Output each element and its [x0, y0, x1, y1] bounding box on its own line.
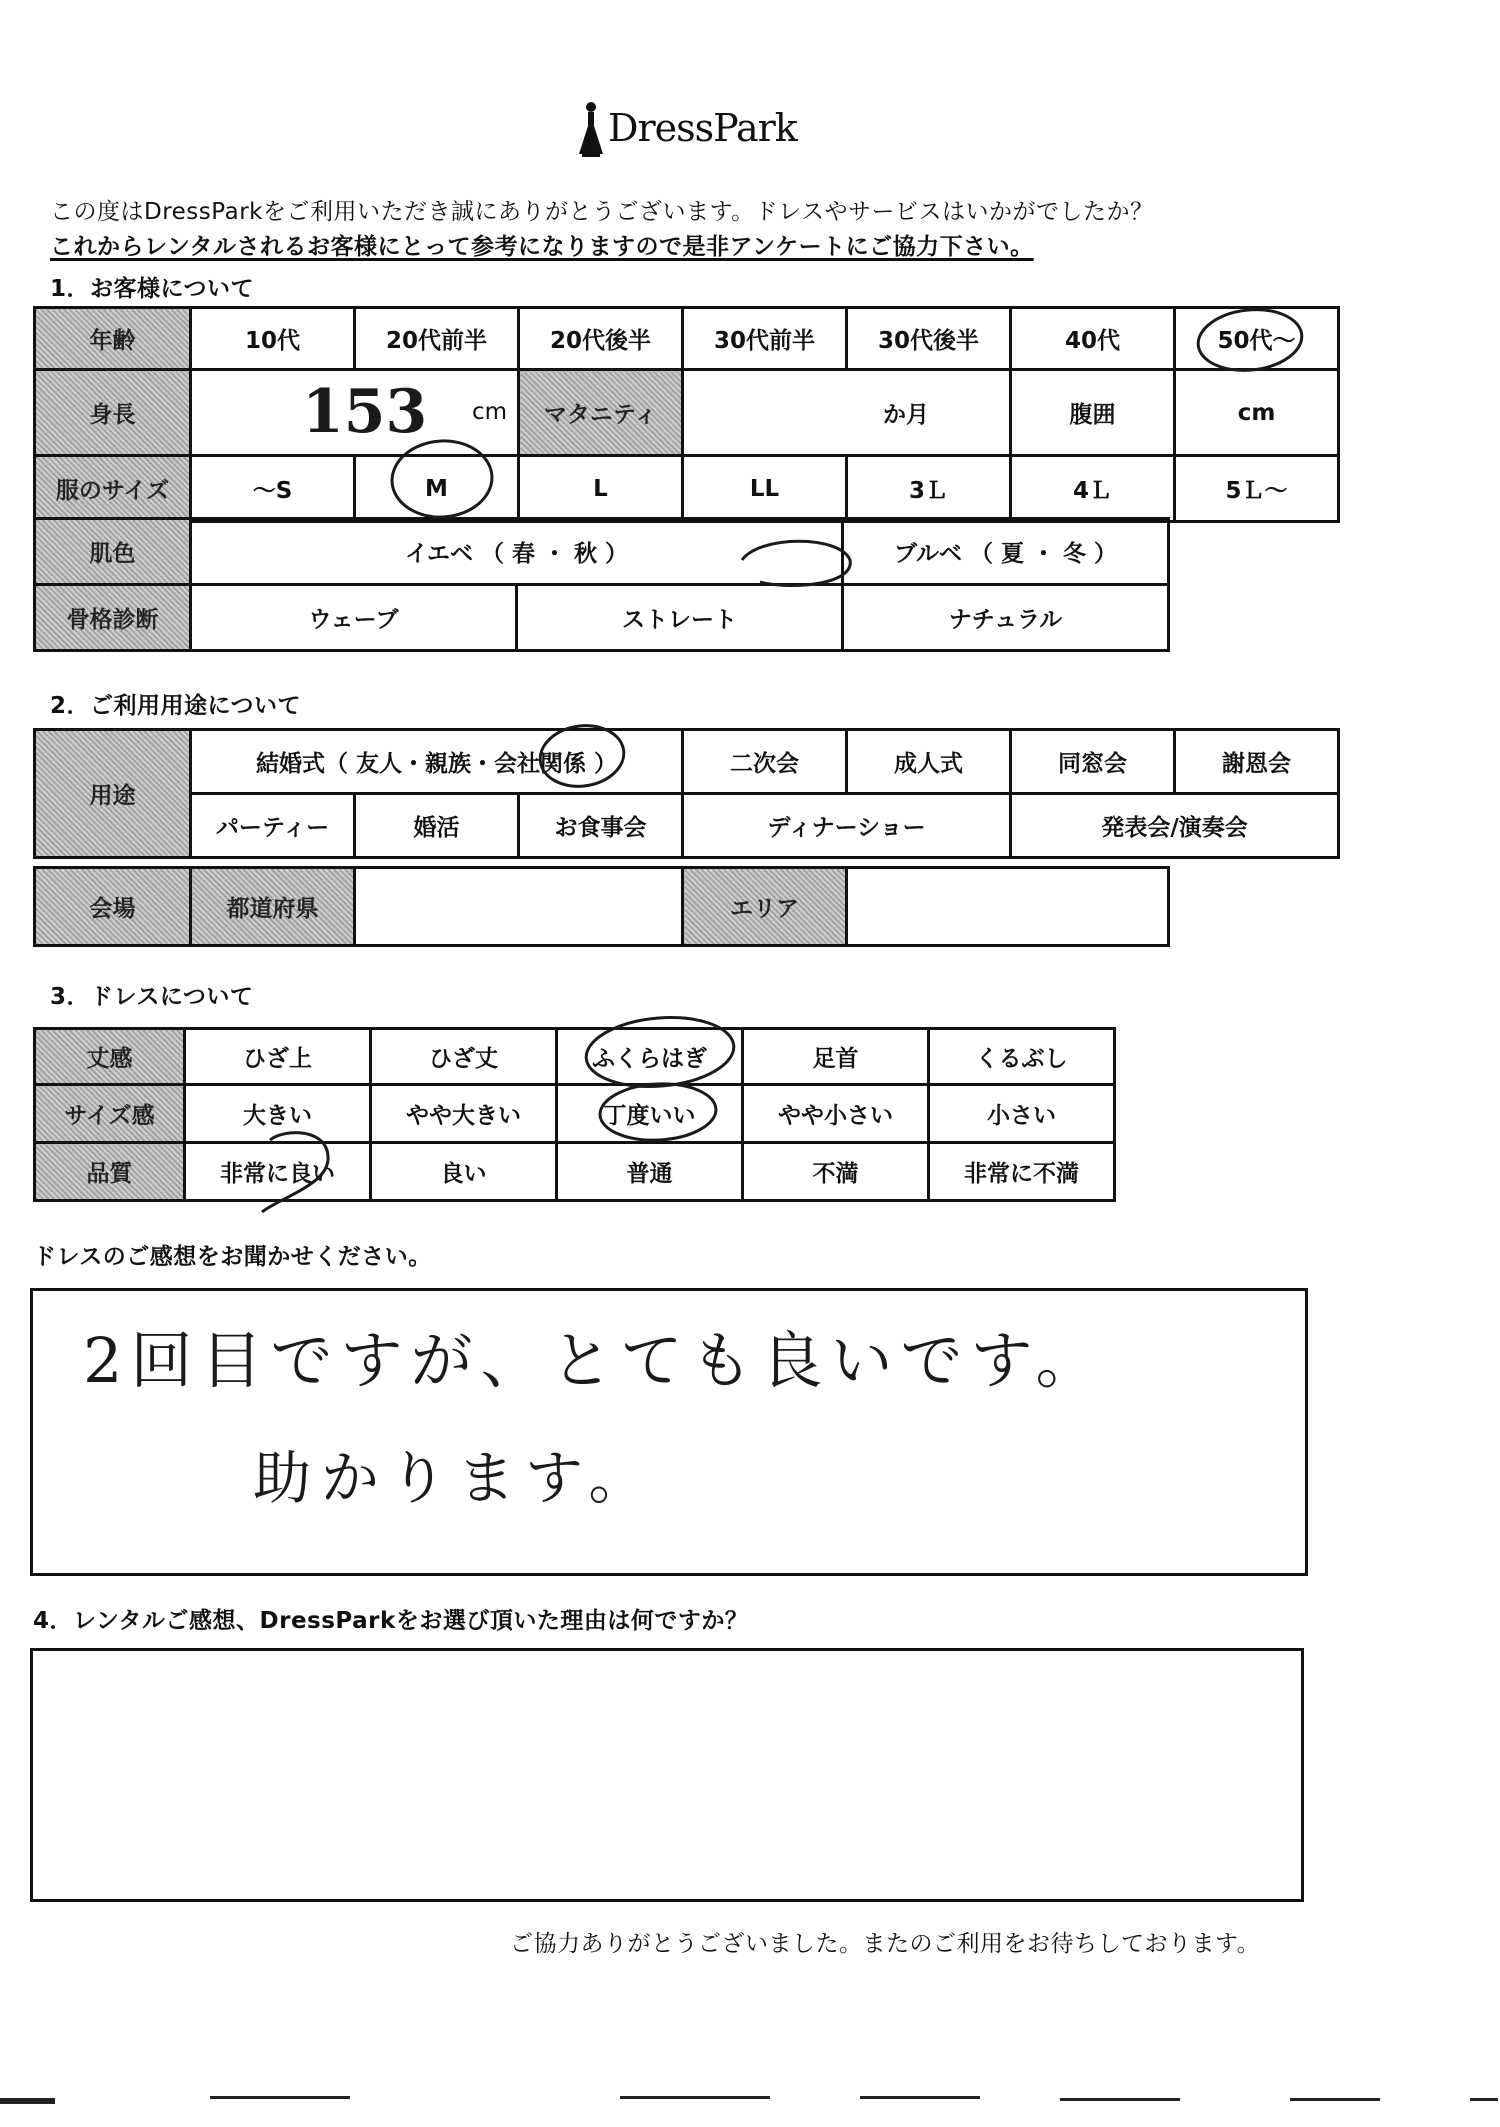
- dress-table: [33, 1027, 1116, 1202]
- area-label: エリア: [683, 868, 847, 946]
- purpose-option[interactable]: 婚活: [355, 794, 519, 858]
- purpose-option[interactable]: お食事会: [519, 794, 683, 858]
- purpose-table: [33, 728, 1340, 859]
- scan-artifact: [1060, 2098, 1180, 2101]
- quality-option-selected[interactable]: 非常に良い: [185, 1143, 371, 1201]
- age-option[interactable]: 20代後半: [519, 308, 683, 370]
- body-type-header: 骨格診断: [35, 585, 191, 651]
- fit-option[interactable]: 大きい: [185, 1085, 371, 1143]
- size-option-selected[interactable]: M: [355, 456, 519, 522]
- purpose-option[interactable]: 二次会: [683, 730, 847, 794]
- maternity-months-field[interactable]: [683, 370, 1011, 456]
- intro-line-1: この度はDressParkをご利用いただき誠にありがとうございます。ドレスやサービスはいかがでしたか？: [50, 199, 1154, 225]
- body-option[interactable]: ナチュラル: [843, 585, 1169, 651]
- height-field[interactable]: [191, 370, 519, 456]
- fit-option-selected[interactable]: 丁度いい: [557, 1085, 743, 1143]
- impression-line-2: 助かります。: [253, 1444, 657, 1512]
- logo-text: DressPark: [608, 106, 797, 150]
- purpose-option[interactable]: 同窓会: [1011, 730, 1175, 794]
- purpose-option[interactable]: パーティー: [191, 794, 355, 858]
- age-header: 年齢: [35, 308, 191, 370]
- height-unit: cm: [471, 399, 507, 425]
- impression-box[interactable]: [30, 1288, 1308, 1576]
- length-header: 丈感: [35, 1029, 185, 1085]
- waist-field[interactable]: [1175, 370, 1339, 456]
- scan-artifact: [210, 2096, 350, 2099]
- fit-header: サイズ感: [35, 1085, 185, 1143]
- height-value: 153: [302, 377, 428, 447]
- age-option[interactable]: 40代: [1011, 308, 1175, 370]
- dress-silhouette-icon: [576, 100, 606, 162]
- footer-thanks: ご協力ありがとうございました。またのご利用をお待ちしております。: [510, 1931, 1261, 1957]
- months-label: か月: [883, 402, 929, 428]
- fit-option[interactable]: やや大きい: [371, 1085, 557, 1143]
- venue-table: [33, 866, 1170, 947]
- quality-option[interactable]: 不満: [743, 1143, 929, 1201]
- intro-line-2: これからレンタルされるお客様にとって参考になりますので是非アンケートにご協力下さい。: [50, 234, 1034, 260]
- length-option-selected[interactable]: ふくらはぎ: [557, 1029, 743, 1085]
- age-option[interactable]: 30代前半: [683, 308, 847, 370]
- prefecture-label: 都道府県: [191, 868, 355, 946]
- impression-prompt: ドレスのご感想をお聞かせください。: [33, 1244, 432, 1270]
- length-option[interactable]: 足首: [743, 1029, 929, 1085]
- size-option[interactable]: 5Ｌ～: [1175, 456, 1339, 522]
- area-field[interactable]: [847, 868, 1169, 946]
- length-option[interactable]: ひざ丈: [371, 1029, 557, 1085]
- purpose-wedding[interactable]: 結婚式（ 友人・親族・会社関係 ）: [191, 730, 683, 794]
- purpose-header: 用途: [35, 730, 191, 858]
- size-option[interactable]: ～S: [191, 456, 355, 522]
- scan-artifact: [0, 2098, 55, 2104]
- clothing-size-header: 服のサイズ: [35, 456, 191, 522]
- skin-option-blue-base-selected[interactable]: ブルベ （ 夏 ・ 冬 ）: [843, 519, 1169, 585]
- quality-header: 品質: [35, 1143, 185, 1201]
- rental-feedback-box[interactable]: [30, 1648, 1304, 1902]
- maternity-label: マタニティ: [519, 370, 683, 456]
- customer-info-table: [33, 306, 1340, 523]
- scan-artifact: [1470, 2098, 1498, 2101]
- purpose-option[interactable]: ディナーショー: [683, 794, 1011, 858]
- skin-option-yellow-base[interactable]: イエベ （ 春 ・ 秋 ）: [191, 519, 843, 585]
- age-option[interactable]: 20代前半: [355, 308, 519, 370]
- section-2-title: 2．ご利用用途について: [50, 693, 302, 719]
- fit-option[interactable]: 小さい: [929, 1085, 1115, 1143]
- section-3-title: 3．ドレスについて: [50, 984, 254, 1010]
- quality-option[interactable]: 良い: [371, 1143, 557, 1201]
- size-option[interactable]: LL: [683, 456, 847, 522]
- impression-line-1: 2回目ですが、とても良いです。: [83, 1324, 1106, 1397]
- skin-body-table: [33, 517, 1170, 652]
- age-option[interactable]: 30代後半: [847, 308, 1011, 370]
- waist-label: 腹囲: [1011, 370, 1175, 456]
- size-option[interactable]: 4Ｌ: [1011, 456, 1175, 522]
- purpose-option[interactable]: 成人式: [847, 730, 1011, 794]
- age-option[interactable]: 10代: [191, 308, 355, 370]
- dresspark-logo: [570, 100, 810, 170]
- size-option[interactable]: 3Ｌ: [847, 456, 1011, 522]
- body-option[interactable]: ウェーブ: [191, 585, 517, 651]
- section-1-title: 1．お客様について: [50, 276, 255, 302]
- fit-option[interactable]: やや小さい: [743, 1085, 929, 1143]
- waist-unit: cm: [1237, 399, 1276, 426]
- length-option[interactable]: ひざ上: [185, 1029, 371, 1085]
- venue-header: 会場: [35, 868, 191, 946]
- skin-tone-header: 肌色: [35, 519, 191, 585]
- scan-artifact: [620, 2096, 770, 2099]
- body-option[interactable]: ストレート: [517, 585, 843, 651]
- scan-artifact: [1290, 2098, 1380, 2101]
- purpose-option[interactable]: 発表会/演奏会: [1011, 794, 1339, 858]
- length-option[interactable]: くるぶし: [929, 1029, 1115, 1085]
- prefecture-field[interactable]: [355, 868, 683, 946]
- section-4-title: 4．レンタルご感想、DressParkをお選び頂いた理由は何ですか？: [33, 1608, 749, 1634]
- purpose-option[interactable]: 謝恩会: [1175, 730, 1339, 794]
- quality-option[interactable]: 非常に不満: [929, 1143, 1115, 1201]
- quality-option[interactable]: 普通: [557, 1143, 743, 1201]
- height-header: 身長: [35, 370, 191, 456]
- scan-artifact: [860, 2096, 980, 2099]
- size-option[interactable]: L: [519, 456, 683, 522]
- age-option-selected[interactable]: 50代～: [1175, 308, 1339, 370]
